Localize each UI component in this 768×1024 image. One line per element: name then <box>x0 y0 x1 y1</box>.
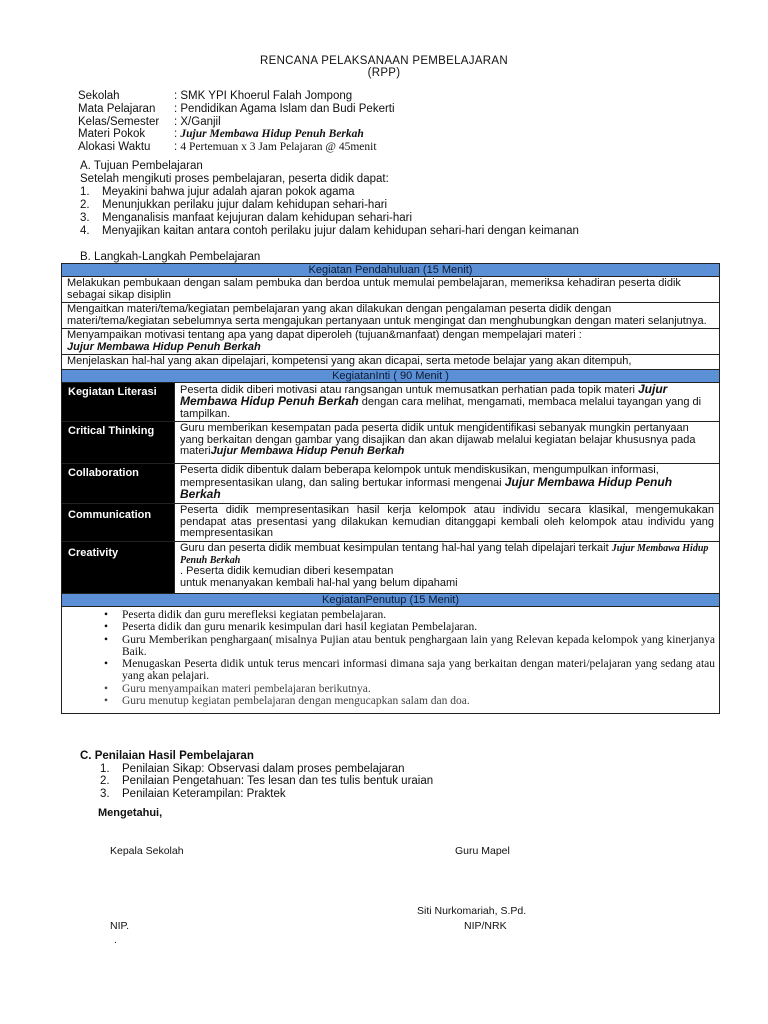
section-heading: C. Penilaian Hasil Pembelajaran <box>80 750 254 762</box>
section-penilaian <box>80 750 433 800</box>
identity-row-sekolah <box>78 90 395 103</box>
table-row <box>62 369 720 382</box>
activity-desc: Peserta didik diberi motivasi atau rangsangan untuk memusatkan perhatian pada topik materi Jujur Membawa Hidup Penuh Berkah dengan cara melihat, mengamati, membaca melalui tayangan yang di tampilkan. <box>175 382 720 422</box>
acknowledgement-label: Mengetahui, <box>98 807 163 819</box>
list-item: 3. Menganalisis manfaat kejujuran dalam kehidupan sehari-hari <box>80 212 413 224</box>
identity-value: Pendidikan Agama Islam dan Budi Pekerti <box>180 102 395 115</box>
activity-desc: Peserta didik mempresentasikan hasil kerja kelompok atau individu secara klasikal, mengemukakan pendapat atas presentasi yang dilakukan kemudian ditanggapi kembali oleh kelompok atau individu yang mempresentasikan <box>175 504 720 542</box>
section-heading: B. Langkah-Langkah Pembelajaran <box>80 251 261 263</box>
list-item: • Peserta didik dan guru menarik kesimpulan dari hasil kegiatan Pembelajaran. <box>104 621 478 634</box>
identity-label: Mata Pelajaran <box>78 102 156 115</box>
section-heading: A. Tujuan Pembelajaran <box>80 160 203 172</box>
list-item: 4. Menyajikan kaitan antara contoh perilaku jujur dalam kehidupan sehari-hari dengan keimanan <box>80 225 579 237</box>
activity-desc: Guru memberikan kesempatan pada peserta didik untuk mengidentifikasi sebanyak mungkin pertanyaan yang berkaitan dengan gambar yang disajikan dan akan dijawab melalui kegiatan belajar khususnya pada materiJujur Membawa Hidup Penuh Berkah <box>175 422 720 464</box>
list-item: • Menugaskan Peserta didik untuk terus mencari informasi dimana saja yang berkaitan dengan materi/pelajaran yang sedang atau yang akan pelajari. <box>104 658 715 683</box>
identity-row-alokasi <box>78 141 395 154</box>
table-row <box>62 303 720 329</box>
table-row <box>62 382 720 422</box>
teacher-nip: NIP/NRK <box>464 920 507 932</box>
identity-sep: : <box>174 102 181 115</box>
list-item: 1. Meyakini bahwa jujur adalah ajaran pokok agama <box>80 186 355 198</box>
document-title: RENCANA PELAKSANAAN PEMBELAJARAN <box>260 55 508 67</box>
list-item: 2. Penilaian Pengetahuan: Tes lesan dan tes tulis bentuk uraian <box>100 775 434 788</box>
activity-label: Collaboration <box>62 464 175 504</box>
table-row <box>62 607 720 714</box>
identity-value: SMK YPI Khoerul Falah Jompong <box>180 90 353 102</box>
activity-label: Communication <box>62 504 175 542</box>
identity-label: Kelas/Semester <box>78 115 160 128</box>
activity-label: Kegiatan Literasi <box>62 382 175 422</box>
activity-desc: Peserta didik dibentuk dalam beberapa kelompok untuk mendiskusikan, mengumpulkan informasi, mempresentasikan ulang, dan saling bertukar informasi mengenai Jujur Membawa Hidup Penuh Berkah <box>175 464 720 504</box>
table-row <box>62 264 720 277</box>
identity-value: X/Ganjil <box>180 115 221 128</box>
identity-sep: : <box>174 128 181 141</box>
list-item: • Guru Memberikan penghargaan( misalnya Pujian atau bentuk penghargaan lain yang Relevan kepada kelompok yang kinerjanya Baik. <box>104 633 715 658</box>
list-item: • Peserta didik dan guru merefleksi kegiatan pembelajaran. <box>104 609 387 621</box>
band-inti: KegiatanInti ( 90 Menit ) <box>62 369 720 382</box>
table-row <box>62 464 720 504</box>
identity-sep: : <box>174 141 181 154</box>
topic-text: Jujur Membawa Hidup Penuh Berkah <box>67 340 261 353</box>
section-tujuan <box>80 160 579 238</box>
list-item: • Guru menutup kegiatan pembelajaran dengan mengucapkan salam dan doa. <box>104 695 470 708</box>
activity-label: Critical Thinking <box>62 422 175 464</box>
table-cell: Melakukan pembukaan dengan salam pembuka dan berdoa untuk memulai pembelajaran, memeriksa kehadiran peserta didik sebagai sikap disiplin <box>62 277 720 303</box>
identity-row-kelas <box>78 116 395 129</box>
document-subtitle: (RPP) <box>367 67 401 79</box>
table-cell: Menjelaskan hal-hal yang akan dipelajari, kompetensi yang akan dicapai, serta metode belajar yang akan ditempuh, <box>62 355 720 370</box>
table-row <box>62 542 720 594</box>
identity-value: 4 Pertemuan x 3 Jam Pelajaran @ 45menit <box>180 141 377 154</box>
teacher-title: Guru Mapel <box>455 845 510 857</box>
teacher-name: Siti Nurkomariah, S.Pd. <box>417 905 527 917</box>
identity-block <box>78 90 395 154</box>
table-row <box>62 355 720 370</box>
table-row <box>62 422 720 464</box>
band-pendahuluan: Kegiatan Pendahuluan (15 Menit) <box>62 264 720 277</box>
identity-label: Alokasi Waktu <box>78 141 151 154</box>
table-row <box>62 594 720 607</box>
table-row <box>62 329 720 355</box>
principal-title: Kepala Sekolah <box>110 845 184 857</box>
trailing-mark: . <box>114 934 117 946</box>
identity-row-materi <box>78 128 395 141</box>
section-intro: Setelah mengikuti proses pembelajaran, peserta didik dapat: <box>80 173 389 185</box>
table-row <box>62 277 720 303</box>
identity-sep: : <box>174 90 181 102</box>
identity-sep: : <box>174 115 181 128</box>
identity-value: Jujur Membawa Hidup Penuh Berkah <box>180 128 364 141</box>
list-item: 2. Menunjukkan perilaku jujur dalam kehidupan sehari-hari <box>80 199 388 211</box>
identity-label: Materi Pokok <box>78 128 146 141</box>
band-penutup: KegiatanPenutup (15 Menit) <box>62 594 720 607</box>
activity-desc: Guru dan peserta didik membuat kesimpulan tentang hal-hal yang telah dipelajari terkait Jujur Membawa Hidup Penuh Berkah . Peserta didik kemudian diberi kesempatan untuk menanyakan kembali hal-hal yang belum dipahami <box>175 542 720 594</box>
list-item: 1. Penilaian Sikap: Observasi dalam proses pembelajaran <box>100 763 405 775</box>
identity-row-mapel <box>78 103 395 116</box>
table-cell <box>62 607 720 714</box>
table-row <box>62 504 720 542</box>
principal-nip: NIP. <box>110 920 130 932</box>
list-item: • Guru menyampaikan materi pembelajaran berikutnya. <box>104 682 371 695</box>
activity-label: Creativity <box>62 542 175 594</box>
identity-label: Sekolah <box>78 90 120 102</box>
list-item: 3. Penilaian Keterampilan: Praktek <box>100 787 286 800</box>
learning-steps-table <box>61 263 720 714</box>
closing-list <box>62 607 719 713</box>
table-cell: Mengaitkan materi/tema/kegiatan pembelajaran yang akan dilakukan dengan pengalaman peserta didik dengan materi/tema/kegiatan sebelumnya serta mengajukan pertanyaan untuk mengingat dan menghubungkan dengan materi selanjutnya. <box>62 303 720 329</box>
table-cell: Menyampaikan motivasi tentang apa yang dapat diperoleh (tujuan&manfaat) dengan mempelajari materi : Jujur Membawa Hidup Penuh Berkah <box>62 329 720 355</box>
